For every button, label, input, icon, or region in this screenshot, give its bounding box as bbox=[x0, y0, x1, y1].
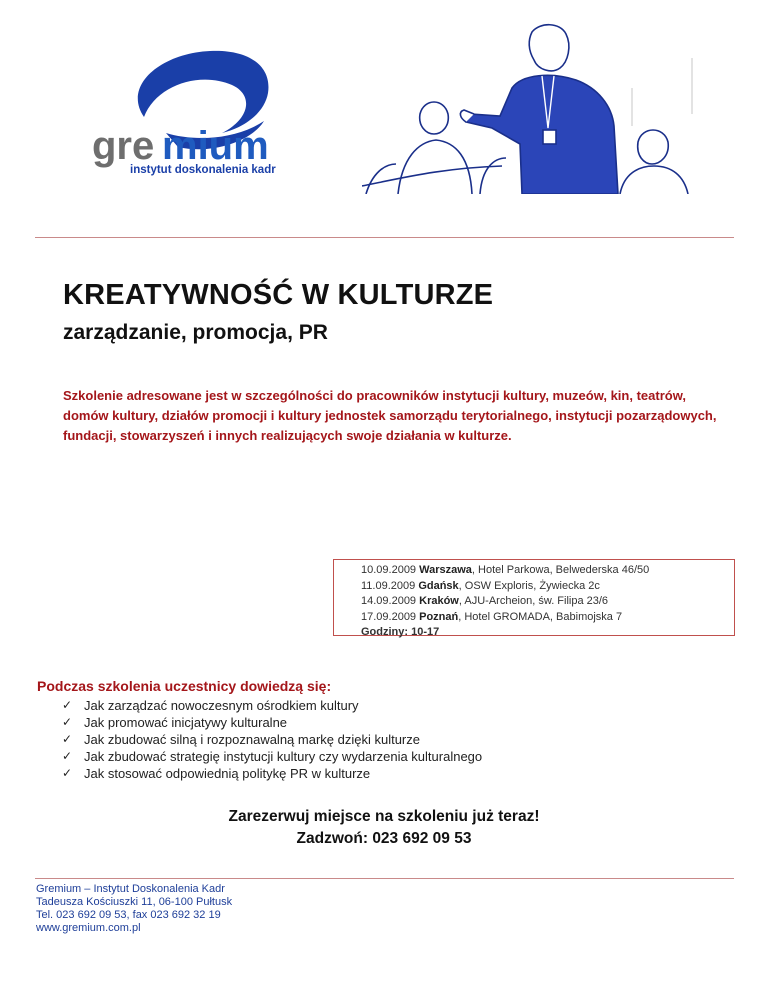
footer-phone: Tel. 023 692 09 53, fax 023 692 32 19 bbox=[36, 909, 221, 921]
check-mark-icon: ✓ bbox=[62, 732, 73, 746]
audience-description: Szkolenie adresowane jest w szczególności do pracowników instytucji kultury, muzeów, kin, teatrów, domów kultury, działów promocji i kultury jednostek samorządu terytorialnego, instytucji pozarządowych, fundacji, stowarzyszeń i innych realizujących swoje działania w kulturze. bbox=[63, 388, 717, 443]
footer-divider bbox=[35, 878, 734, 879]
check-mark-icon: ✓ bbox=[62, 715, 73, 729]
cta-phone: Zadzwoń: 023 692 09 53 bbox=[296, 830, 472, 847]
session-line: 10.09.2009 Warszawa, Hotel Parkowa, Belwederska 46/50 bbox=[361, 564, 650, 576]
gremium-logo bbox=[82, 45, 322, 185]
learning-outcomes-heading: Podczas szkolenia uczestnicy dowiedzą się: bbox=[37, 678, 332, 694]
check-mark-icon: ✓ bbox=[62, 766, 73, 780]
training-hours: Godziny: 10-17 bbox=[361, 626, 440, 638]
presenter-illustration bbox=[362, 18, 702, 194]
list-item: ✓ Jak zbudować strategię instytucji kultury czy wydarzenia kulturalnego bbox=[62, 749, 483, 764]
footer-org: Gremium – Instytut Doskonalenia Kadr bbox=[36, 883, 225, 895]
page-title: KREATYWNOŚĆ W KULTURZE bbox=[63, 279, 494, 311]
svg-text:mium: mium bbox=[162, 124, 269, 168]
training-dates-box bbox=[333, 559, 735, 636]
svg-text:gre: gre bbox=[92, 124, 155, 168]
footer-website[interactable]: www.gremium.com.pl bbox=[36, 922, 141, 934]
learning-outcomes-list bbox=[62, 697, 482, 782]
list-item: ✓ Jak zbudować silną i rozpoznawalną markę dzięki kulturze bbox=[62, 732, 420, 747]
list-item: ✓ Jak zarządzać nowoczesnym ośrodkiem kultury bbox=[62, 698, 359, 713]
cta-reserve: Zarezerwuj miejsce na szkoleniu już teraz! bbox=[228, 808, 540, 825]
list-item: ✓ Jak stosować odpowiednią politykę PR w kulturze bbox=[62, 766, 371, 781]
footer-contact bbox=[36, 883, 232, 935]
check-mark-icon: ✓ bbox=[62, 749, 73, 763]
session-line: 14.09.2009 Kraków, AJU-Archeion, św. Filipa 23/6 bbox=[361, 595, 609, 607]
session-line: 11.09.2009 Gdańsk, OSW Exploris, Żywiecka 2c bbox=[361, 579, 600, 592]
svg-text:instytut doskonalenia kadr: instytut doskonalenia kadr bbox=[130, 164, 276, 176]
session-line: 17.09.2009 Poznań, Hotel GROMADA, Babimojska 7 bbox=[361, 610, 623, 623]
header-divider bbox=[35, 237, 734, 238]
list-item: ✓ Jak promować inicjatywy kulturalne bbox=[62, 715, 288, 730]
page-subtitle: zarządzanie, promocja, PR bbox=[63, 321, 328, 344]
footer-address: Tadeusza Kościuszki 11, 06-100 Pułtusk bbox=[36, 896, 233, 908]
check-mark-icon: ✓ bbox=[62, 698, 73, 712]
